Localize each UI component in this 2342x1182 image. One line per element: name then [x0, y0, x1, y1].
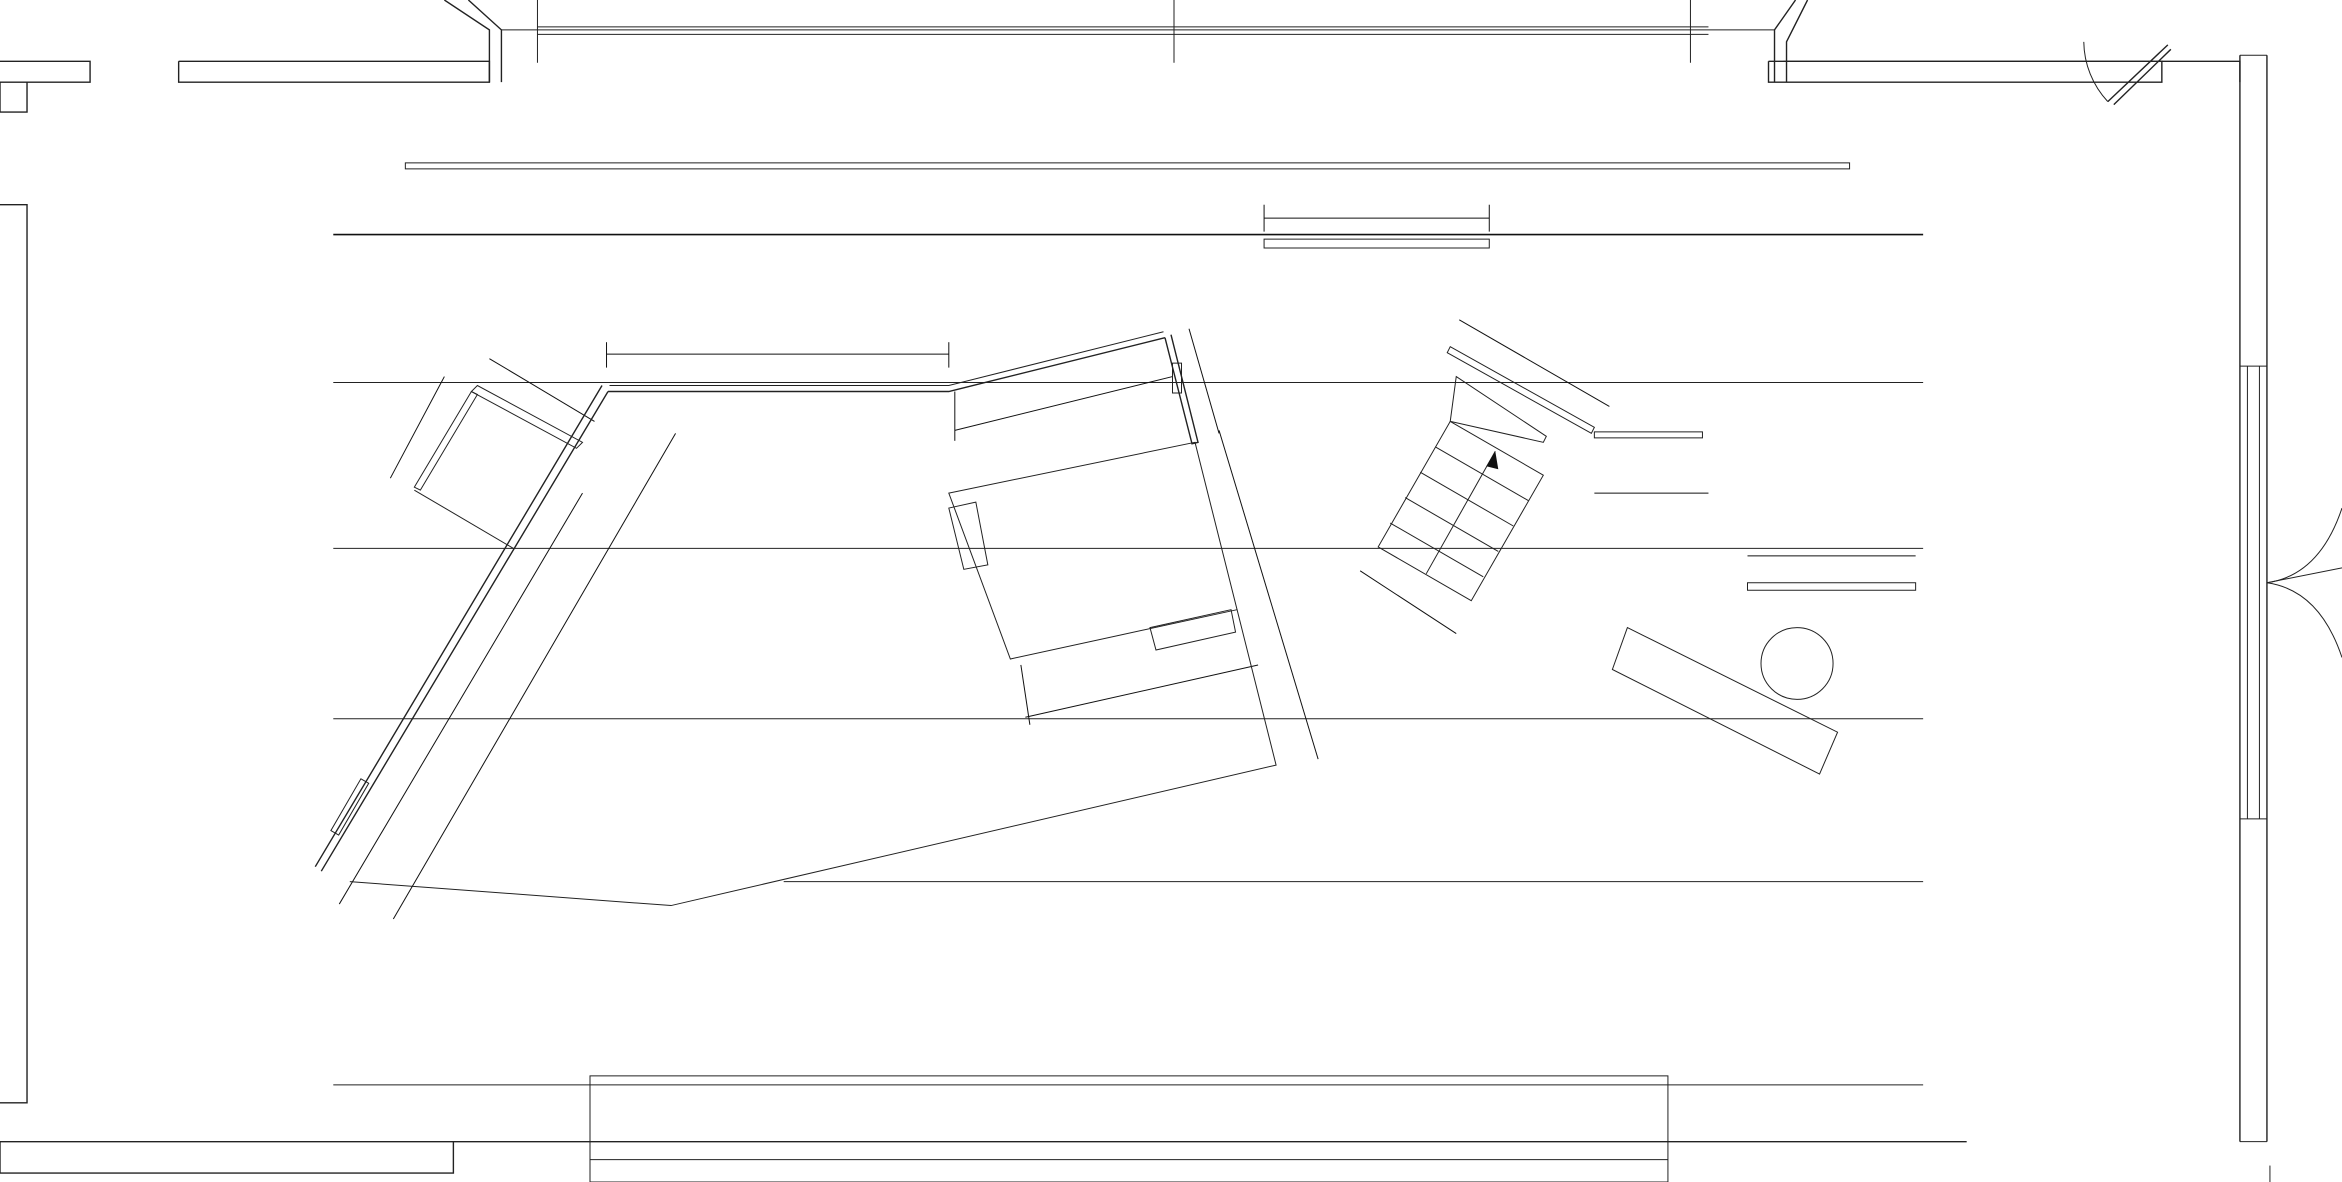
flat-c	[1447, 347, 1594, 434]
flat-n	[414, 392, 477, 491]
electrics	[333, 235, 1923, 1085]
bench	[1612, 628, 1837, 774]
flat-m	[471, 386, 582, 449]
platform-18	[949, 442, 1237, 659]
garbage-can	[1761, 628, 1833, 700]
stairs	[1378, 421, 1543, 600]
scenery	[315, 205, 1915, 1182]
flat-b	[1594, 432, 1702, 438]
flat-a	[1747, 583, 1915, 590]
flat-d	[1264, 239, 1489, 248]
projection-screen	[405, 163, 1849, 169]
risers	[590, 1076, 1668, 1182]
